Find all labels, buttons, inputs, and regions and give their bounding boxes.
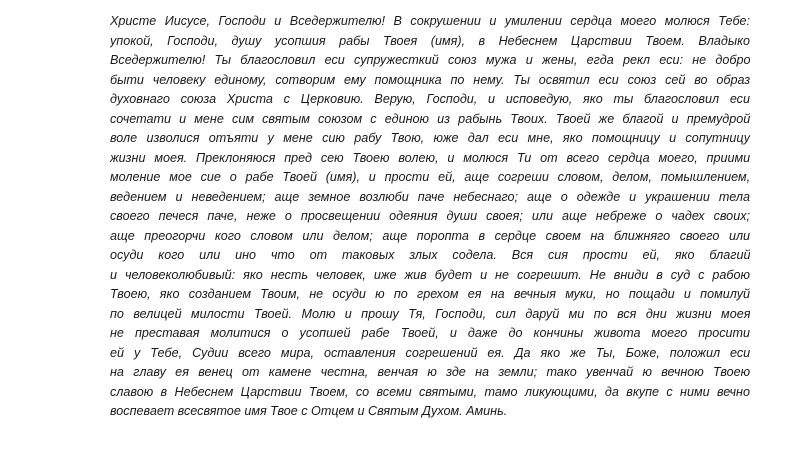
- prayer-line: моление мое сие о рабе Твоей (имя), и прости ей, аще согреши словом, делом, помышлением,: [110, 170, 750, 184]
- prayer-line: Твоею, яко созданием Твоим, не осуди ю по грехом ея на вечныя муки, но пощади и помилуй: [110, 287, 750, 301]
- prayer-line: быти человеку единому, сотворим ему помощника по нему. Ты освятил еси союз сей во образ: [110, 72, 750, 87]
- prayer-line: по велицей милости Твоей. Молю и прошу Тя, Господи, сил даруй ми по вся дни жизни моея: [110, 306, 750, 321]
- prayer-line: славою в Небеснем Царствии Твоем, со всеми святыми, тамо ликующими, да вкупе с ними вечно: [110, 384, 750, 399]
- prayer-line: и человеколюбивый: яко несть человек, иже жив будет и не согрешит. Не вниди в суд с рабою: [110, 267, 750, 282]
- prayer-line: воле изволися отъяти у мене сию рабу Твою, юже дал еси мне, яко помощницу и сопутницу: [110, 131, 750, 145]
- prayer-line: упокой, Господи, душу усопшия рабы Твоея (имя), в Небеснем Царствии Твоем. Владыко: [110, 33, 750, 48]
- prayer-line: осуди кого или ино что от таковых злых содела. Вся сия прости ей, яко благий: [110, 248, 750, 262]
- prayer-line: жизни моея. Преклоняюся пред сею Твоею волею, и молюся Ти от всего сердца моего, приими: [110, 150, 750, 165]
- prayer-line: не преставая молитися о усопшей рабе Твоей, и даже до кончины живота моего просити: [110, 326, 750, 340]
- prayer-line: на главу ея венец от камене честна, венчая ю зде на земли; тако увенчай ю вечною Твоею: [110, 365, 750, 379]
- prayer-line: ей у Тебе, Судии всего мира, оставления согрешений ея. Да яко же Ты, Боже, положил еси: [110, 345, 750, 360]
- prayer-line: духовнаго союза Христа с Церковию. Верую, Господи, и исповедую, яко ты благословил еси: [110, 92, 750, 106]
- prayer-text: [110, 12, 750, 422]
- prayer-line: аще преогорчи кого словом или делом; аще поропта в сердце своем на ближняго своего или: [110, 228, 750, 243]
- prayer-line: сочетати и мене сим святым союзом с единою из рабынь Твоих. Твоей же благой и премудрой: [110, 111, 750, 126]
- prayer-line: своего печеся паче, неже о просвещении одеяния души своея; или аще небреже о чадех своих;: [110, 209, 750, 223]
- prayer-line: ведением и неведением; аще земное возлюби паче небеснаго; аще о одежде и украшении тела: [110, 189, 750, 204]
- prayer-line-final: воспевает всесвятое имя Твое с Отцем и Святым Духом. Аминь.: [110, 404, 508, 418]
- prayer-line: Вседержителю! Ты благословил еси супружесткий союз мужа и жены, егда рекл еси: не добро: [110, 53, 750, 67]
- prayer-line: Христе Иисусе, Господи и Вседержителю! В сокрушении и умилении сердца моего молюся Тебе:: [110, 14, 750, 28]
